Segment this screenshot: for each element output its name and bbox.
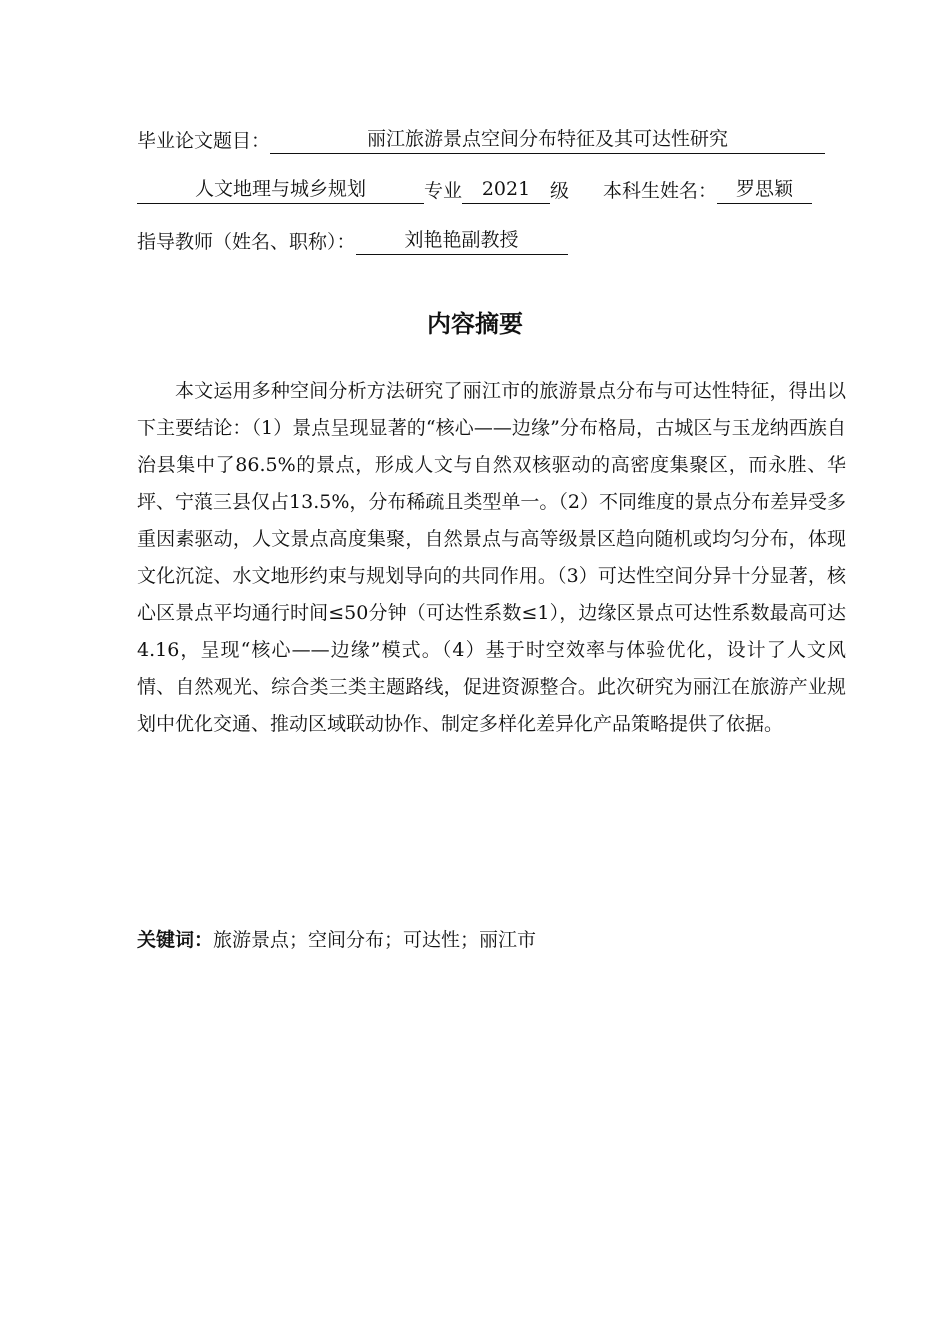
abstract-body: 本文运用多种空间分析方法研究了丽江市的旅游景点分布与可达性特征，得出以下主要结论：（1）景点呈现显著的“核心——边缘”分布格局，古城区与玉龙纳西族自治县集中了86.5%的景点，形成人文与自然双核驱动的高密度集聚区，而永胜、华坪、宁蒗三县仅占13.5%，分布稀疏且类型单一。（2）不同维度的景点分布差异受多重因素驱动，人文景点高度集聚，自然景点与高等级景区趋向随机或均匀分布，体现文化沉淀、水文地形约束与规划导向的共同作用。（3）可达性空间分异十分显著，核心区景点平均通行时间≤50分钟（可达性系数≤1），边缘区景点可达性系数最高可达4.16，呈现“核心——边缘”模式。（4）基于时空效率与体验优化，设计了人文风情、自然观光、综合类三类主题路线，促进资源整合。此次研究为丽江在旅游产业规划中优化交通、推动区域联动协作、制定多样化差异化产品策略提供了依据。	[137, 380, 846, 735]
advisor-value: 刘艳艳副教授	[356, 227, 568, 255]
thesis-title-value: 丽江旅游景点空间分布特征及其可达性研究	[270, 126, 825, 154]
grade-label: 级	[550, 180, 570, 202]
abstract-heading: 内容摘要	[427, 310, 523, 338]
thesis-title-label: 毕业论文题目：	[137, 130, 271, 152]
major-label: 专业	[424, 180, 463, 202]
student-name-label: 本科生姓名：	[603, 180, 718, 202]
advisor-line	[137, 227, 568, 257]
keywords-label: 关键词：	[137, 929, 214, 951]
major-value: 人文地理与城乡规划	[137, 176, 424, 204]
student-info-line	[137, 176, 812, 206]
thesis-title-line	[137, 126, 825, 156]
student-name-value: 罗思颖	[717, 176, 812, 204]
keywords-value: 旅游景点；空间分布；可达性；丽江市	[213, 929, 537, 951]
grade-value: 2021	[462, 176, 550, 204]
keywords-line	[137, 925, 536, 955]
advisor-label: 指导教师（姓名、职称）：	[137, 231, 356, 253]
